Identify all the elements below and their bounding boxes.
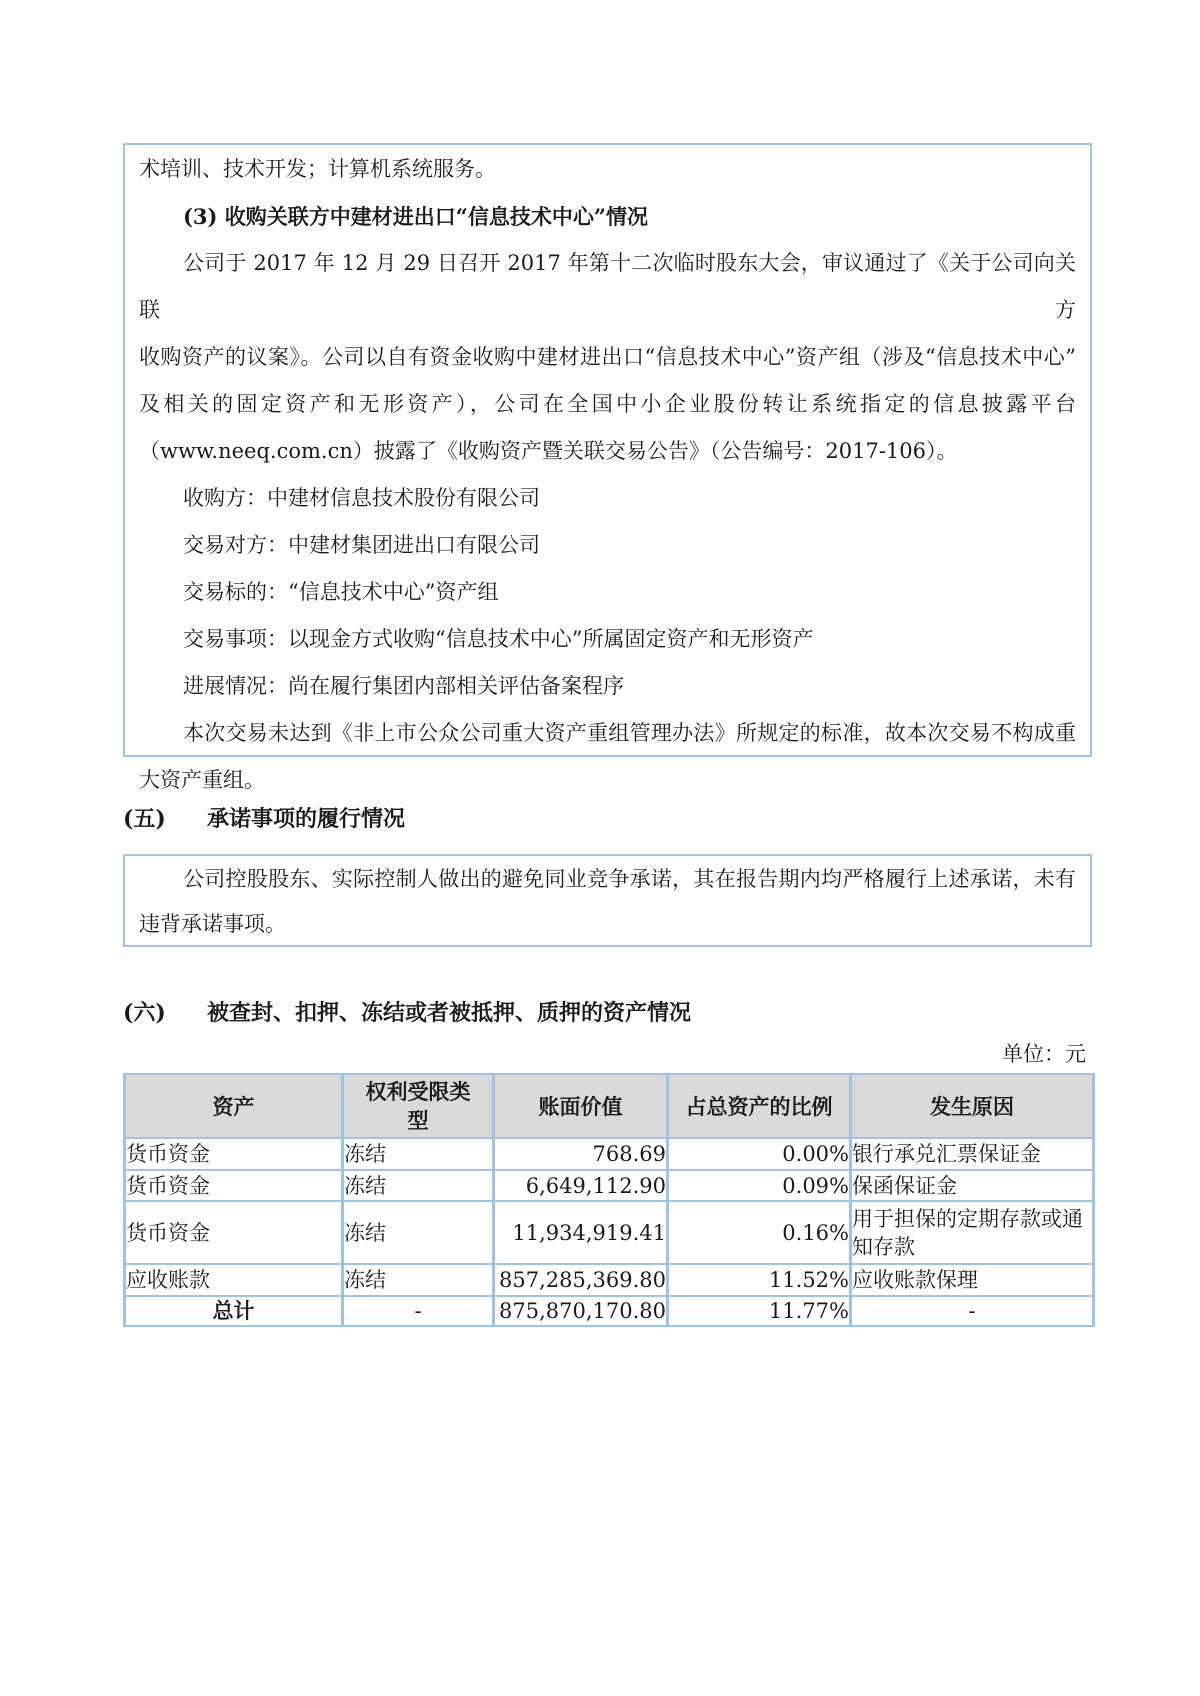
cell-restriction: 冻结 bbox=[343, 1170, 494, 1201]
restricted-assets-table bbox=[123, 1073, 1095, 1327]
section-five-number: (五) bbox=[123, 806, 166, 832]
acquisition-paragraph-line: 及相关的固定资产和无形资产），公司在全国中小企业股份转让系统指定的信息披露平台 bbox=[139, 392, 1076, 416]
deal-detail-line-buyer: 收购方：中建材信息技术股份有限公司 bbox=[183, 486, 540, 510]
commitments-text-line: 公司控股股东、实际控制人做出的避免同业竞争承诺，其在报告期内均严格履行上述承诺，未有 bbox=[183, 867, 1076, 891]
header-book-value: 账面价值 bbox=[494, 1074, 668, 1138]
table-row bbox=[125, 1170, 1094, 1201]
cell-restriction: 冻结 bbox=[343, 1138, 494, 1170]
section-five-title: 承诺事项的履行情况 bbox=[207, 806, 406, 832]
header-restriction-type: 权利受限类型 bbox=[343, 1074, 494, 1138]
commitments-box bbox=[123, 854, 1092, 947]
cell-ratio: 11.77% bbox=[668, 1296, 851, 1326]
cell-asset: 货币资金 bbox=[125, 1138, 343, 1170]
commitments-text-line: 违背承诺事项。 bbox=[139, 912, 286, 936]
deal-detail-line-progress: 进展情况：尚在履行集团内部相关评估备案程序 bbox=[183, 674, 624, 698]
cell-restriction: 冻结 bbox=[343, 1201, 494, 1264]
section-six-heading bbox=[123, 1000, 1092, 1026]
table-header-row bbox=[125, 1074, 1094, 1138]
section-five-heading bbox=[123, 806, 1092, 832]
table-total-row bbox=[125, 1296, 1094, 1326]
cell-book-value: 857,285,369.80 bbox=[494, 1264, 668, 1296]
conclusion-paragraph-line: 本次交易未达到《非上市公众公司重大资产重组管理办法》所规定的标准，故本次交易不构成重 bbox=[183, 721, 1076, 745]
cell-reason: 用于担保的定期存款或通知存款 bbox=[851, 1201, 1094, 1264]
cell-reason: - bbox=[851, 1296, 1094, 1326]
section-six-title: 被查封、扣押、冻结或者被抵押、质押的资产情况 bbox=[207, 1000, 692, 1026]
cell-ratio: 0.16% bbox=[668, 1201, 851, 1264]
unit-label: 单位：元 bbox=[1002, 1042, 1086, 1066]
table-row bbox=[125, 1201, 1094, 1264]
acquisition-paragraph-line: 收购资产的议案》。公司以自有资金收购中建材进出口“信息技术中心”资产组（涉及“信息技术中心” bbox=[139, 345, 1076, 369]
conclusion-paragraph-line: 大资产重组。 bbox=[139, 768, 265, 792]
table-row bbox=[125, 1138, 1094, 1170]
table-row bbox=[125, 1264, 1094, 1296]
acquisition-info-box bbox=[123, 143, 1092, 792]
header-asset: 资产 bbox=[125, 1074, 343, 1138]
cell-restriction: 冻结 bbox=[343, 1264, 494, 1296]
deal-detail-line-matter: 交易事项：以现金方式收购“信息技术中心”所属固定资产和无形资产 bbox=[183, 627, 814, 651]
cell-asset: 货币资金 bbox=[125, 1201, 343, 1264]
subsection-3-heading: (3) 收购关联方中建材进出口“信息技术中心”情况 bbox=[183, 204, 648, 229]
cell-ratio: 0.00% bbox=[668, 1138, 851, 1170]
cell-reason: 保函保证金 bbox=[851, 1170, 1094, 1201]
cell-reason: 应收账款保理 bbox=[851, 1264, 1094, 1296]
cell-total-label: 总计 bbox=[125, 1296, 343, 1326]
deal-detail-line-subject: 交易标的：“信息技术中心”资产组 bbox=[183, 580, 499, 604]
cell-book-value: 875,870,170.80 bbox=[494, 1296, 668, 1326]
acquisition-paragraph-line: （www.neeq.com.cn）披露了《收购资产暨关联交易公告》（公告编号：2017-106）。 bbox=[139, 439, 958, 463]
cell-asset: 应收账款 bbox=[125, 1264, 343, 1296]
cell-ratio: 11.52% bbox=[668, 1264, 851, 1296]
header-reason: 发生原因 bbox=[851, 1074, 1094, 1138]
deal-detail-line-counterparty: 交易对方：中建材集团进出口有限公司 bbox=[183, 533, 540, 557]
carryover-text-line: 术培训、技术开发；计算机系统服务。 bbox=[139, 157, 496, 181]
cell-asset: 货币资金 bbox=[125, 1170, 343, 1201]
cell-ratio: 0.09% bbox=[668, 1170, 851, 1201]
cell-book-value: 768.69 bbox=[494, 1138, 668, 1170]
cell-reason: 银行承兑汇票保证金 bbox=[851, 1138, 1094, 1170]
cell-book-value: 6,649,112.90 bbox=[494, 1170, 668, 1201]
cell-book-value: 11,934,919.41 bbox=[494, 1201, 668, 1264]
acquisition-paragraph-line: 公司于 2017 年 12 月 29 日召开 2017 年第十二次临时股东大会，审议通过了《关于公司向关联方 bbox=[139, 251, 1076, 322]
cell-restriction: - bbox=[343, 1296, 494, 1326]
header-ratio-of-total-assets: 占总资产的比例 bbox=[668, 1074, 851, 1138]
section-six-number: (六) bbox=[123, 1000, 166, 1026]
